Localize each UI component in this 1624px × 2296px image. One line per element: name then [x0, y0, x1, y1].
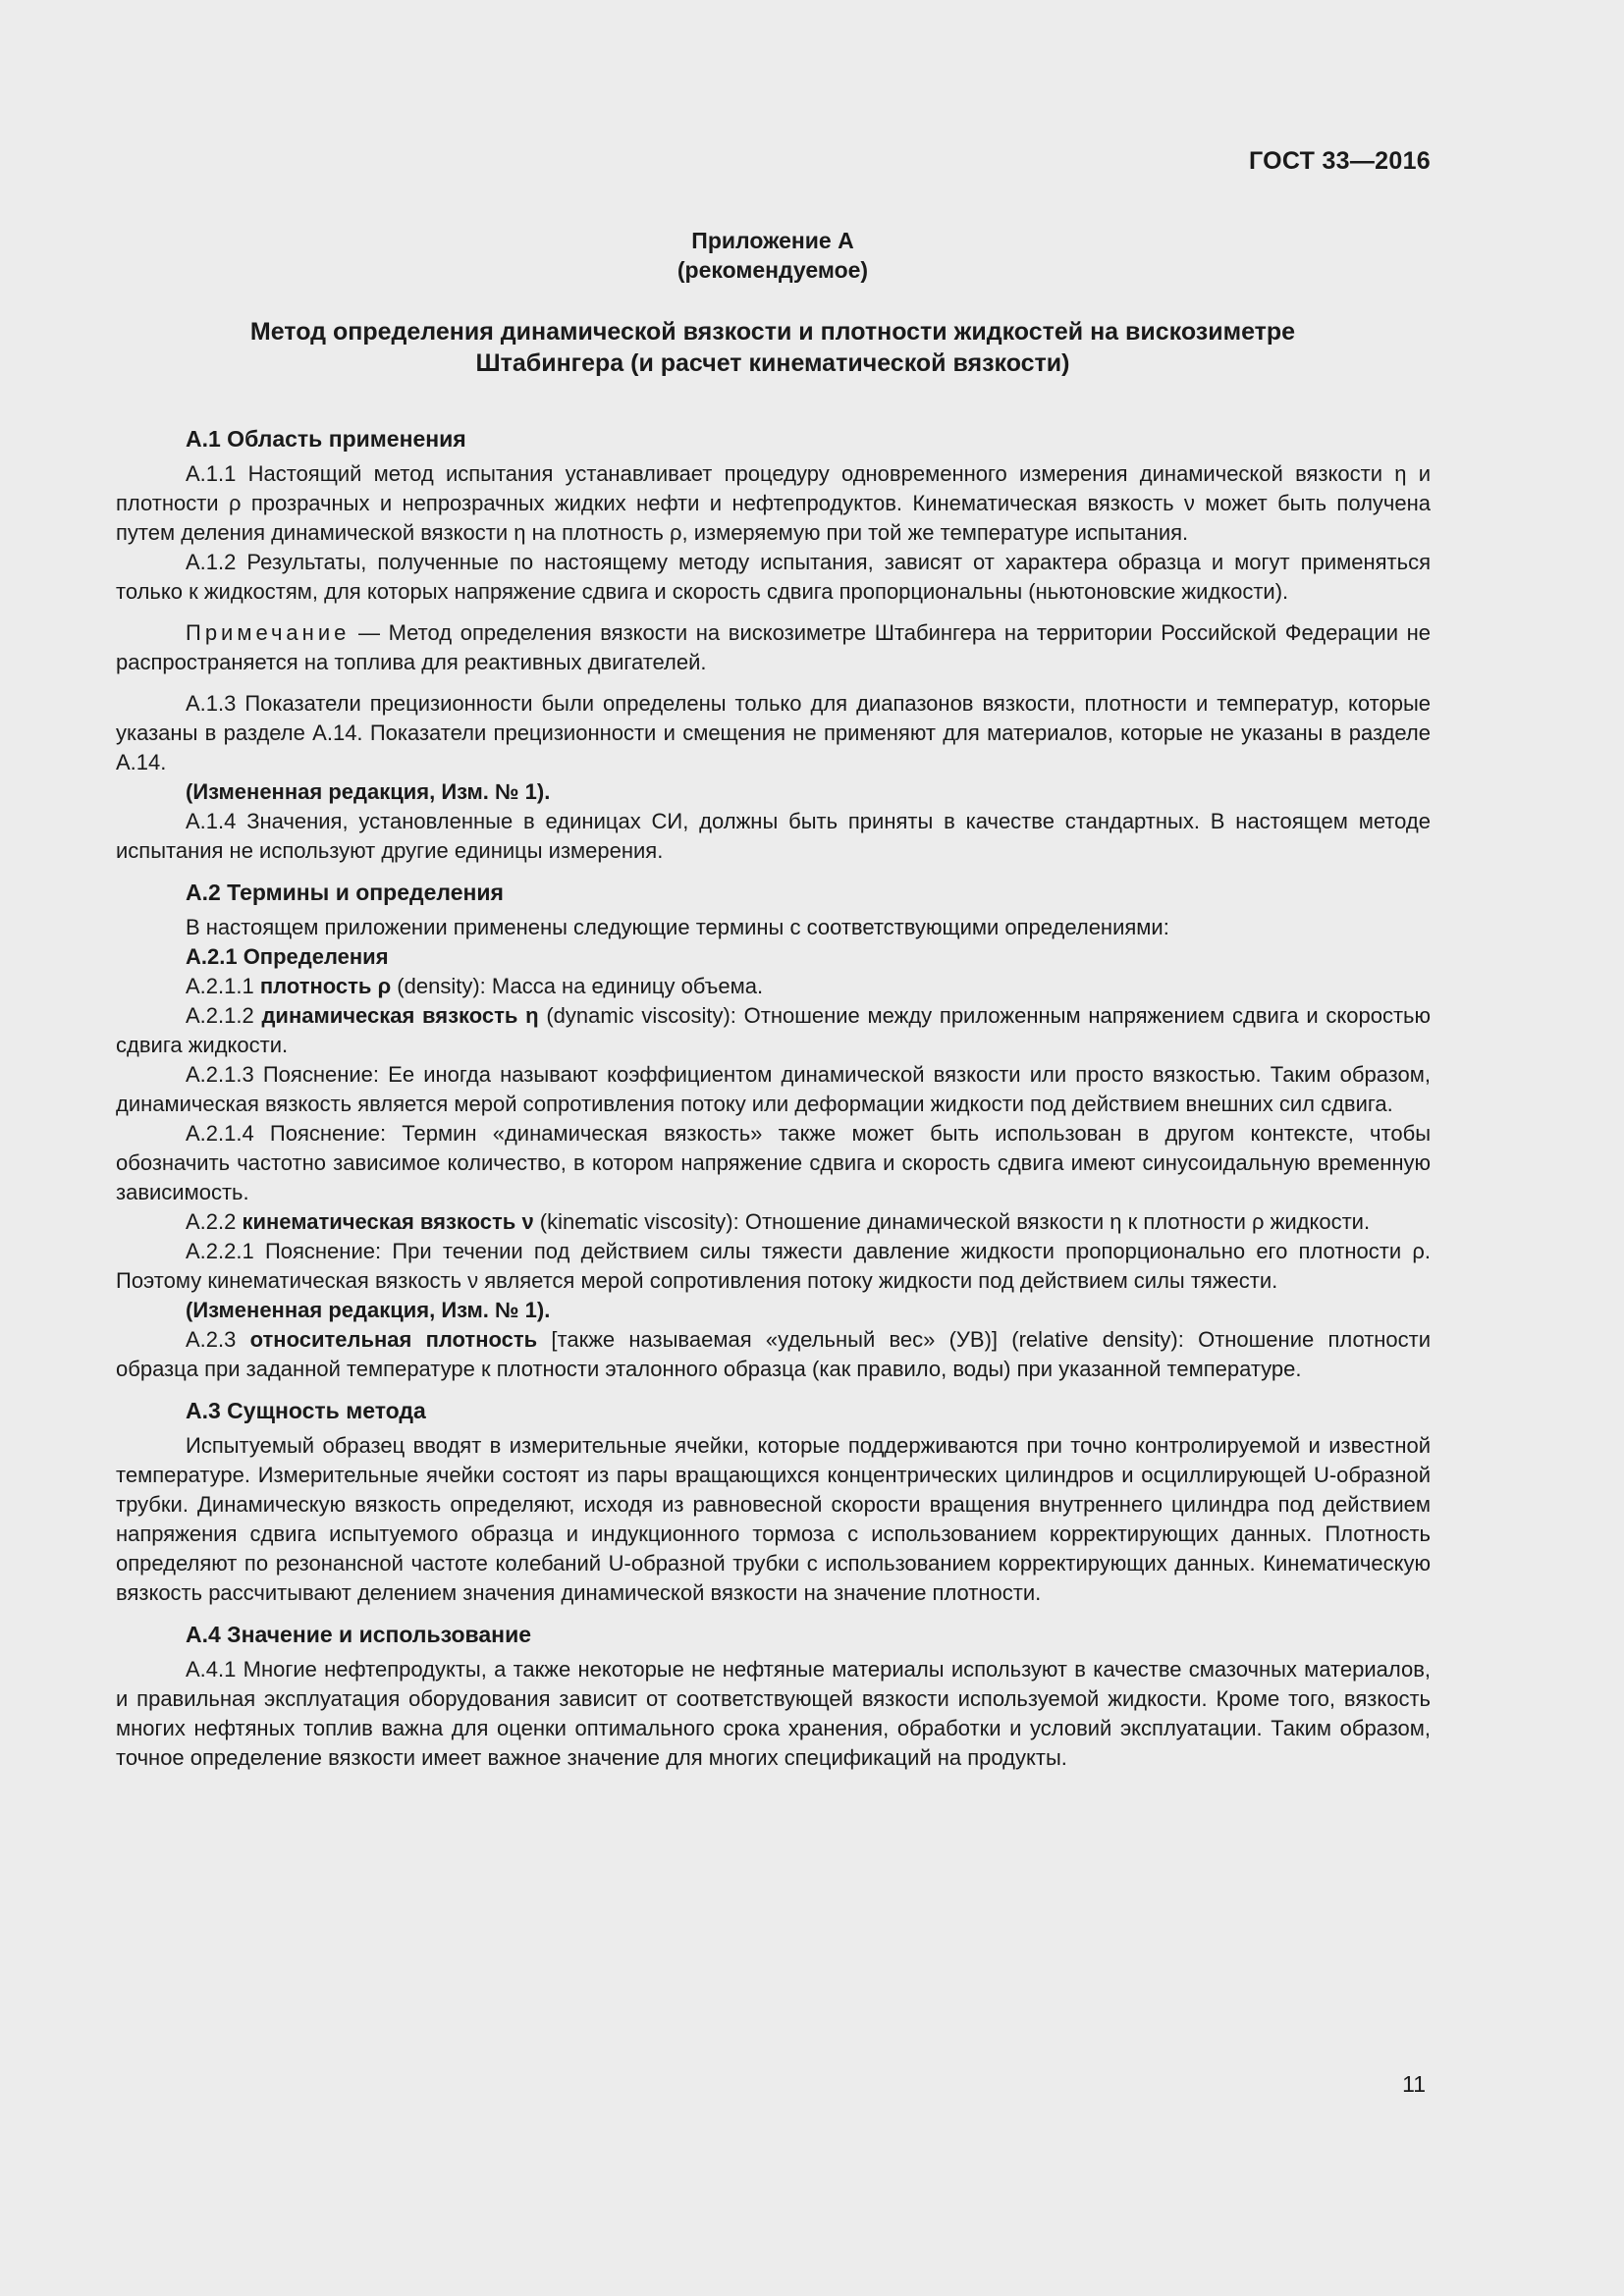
definition-text: [также называемая «удельный вес» (УВ)] (relative density): Отношение плотности образца при заданной температуре к плотности эталонного образца (как правило, воды) при указанной температуре. [116, 1327, 1432, 1381]
section-heading-a2: А.2 Термины и определения [186, 880, 504, 905]
explanation-a2-1-4: А.2.1.4 Пояснение: Термин «динамическая вязкость» также может быть использован в другом контексте, чтобы обозначить частотно зависимое количество, в котором напряжение сдвига и скорость сдвига имеют синусоидальную временную зависимость. [116, 1121, 1431, 1204]
definition-text: (kinematic viscosity): Отношение динамической вязкости η к плотности ρ жидкости. [533, 1209, 1371, 1234]
appendix-header [0, 226, 1545, 285]
definition-number: А.2.3 [186, 1327, 250, 1352]
note-label: Примечание [186, 620, 351, 645]
appendix-title: Приложение А [691, 228, 854, 253]
page-number: 11 [1402, 2071, 1426, 2097]
section-heading-a4: А.4 Значение и использование [186, 1622, 531, 1647]
paragraph-a2-intro: В настоящем приложении применены следующие термины с соответствующими определениями: [186, 915, 1169, 939]
note-paragraph [116, 618, 1431, 677]
paragraph-a1-4: А.1.4 Значения, установленные в единицах СИ, должны быть приняты в качестве стандартных. В настоящем методе испытания не используют другие единицы измерения. [116, 809, 1431, 863]
amendment-note: (Измененная редакция, Изм. № 1). [186, 779, 551, 804]
definition-number: А.2.1.1 [186, 974, 260, 998]
appendix-type: (рекомендуемое) [677, 257, 869, 283]
paragraph-a4-1: А.4.1 Многие нефтепродукты, а также некоторые не нефтяные материалы используют в качестве смазочных материалов, и правильная эксплуатация оборудования зависит от соответствующей вязкости используемой жидкости. Кроме того, вязкость многих нефтяных топлив важна для оценки оптимального срока хранения, обработки и условий эксплуатации. Таким образом, точное определение вязкости имеет важное значение для многих спецификаций на продукты. [116, 1657, 1431, 1770]
amendment-note: (Измененная редакция, Изм. № 1). [186, 1298, 551, 1322]
section-heading-a1: А.1 Область применения [186, 426, 466, 452]
definition-term: плотность ρ [259, 974, 392, 998]
definition-density [116, 972, 1431, 1001]
definition-kinematic-viscosity [116, 1207, 1431, 1237]
definition-number: А.2.2 [186, 1209, 243, 1234]
document-code: ГОСТ 33—2016 [1249, 147, 1431, 175]
main-title-line-1: Метод определения динамической вязкости и плотности жидкостей на вискозиметре [249, 318, 1296, 346]
definition-term: динамическая вязкость η [261, 1003, 539, 1028]
main-title [0, 316, 1545, 379]
paragraph-a3: Испытуемый образец вводят в измерительные ячейки, которые поддерживаются при точно контролируемой и известной температуре. Измерительные ячейки состоят из пары вращающихся концентрических цилиндров и осциллирующей U-образной трубки. Динамическую вязкость определяют, исходя из равновесной скорости вращения внутреннего цилиндра под действием напряжения сдвига испытуемого образца и индукционного тормоза с использованием корректирующих данных. Плотность определяют по резонансной частоте колебаний U-образной трубки с использованием корректирующих данных. Кинематическую вязкость рассчитывают делением значения динамической вязкости на значение плотности. [116, 1433, 1431, 1605]
paragraph-a1-3: А.1.3 Показатели прецизионности были определены только для диапазонов вязкости, плотности и температур, которые указаны в разделе А.14. Показатели прецизионности и смещения не применяют для материалов, которые не указаны в разделе А.14. [116, 691, 1431, 774]
definition-term: кинематическая вязкость ν [242, 1209, 534, 1234]
definition-term: относительная плотность [249, 1327, 538, 1352]
explanation-a2-2-1: А.2.2.1 Пояснение: При течении под действием силы тяжести давление жидкости пропорционально его плотности ρ. Поэтому кинематическая вязкость ν является мерой сопротивления потоку жидкости под действием силы тяжести. [116, 1239, 1431, 1293]
definition-text: (dynamic viscosity): Отношение между приложенным напряжением сдвига и скоростью сдвига жидкости. [116, 1003, 1431, 1057]
definition-dynamic-viscosity [116, 1001, 1431, 1060]
paragraph-a1-1: А.1.1 Настоящий метод испытания устанавливает процедуру одновременного измерения динамической вязкости η и плотности ρ прозрачных и непрозрачных жидких нефти и нефтепродуктов. Кинематическая вязкость ν может быть получена путем деления динамической вязкости η на плотность ρ, измеряемую при той же температуре испытания. [116, 461, 1431, 545]
definition-number: А.2.1.2 [186, 1003, 262, 1028]
note-text: — Метод определения вязкости на вискозиметре Штабингера на территории Российской Федерации не распространяется на топлива для реактивных двигателей. [116, 620, 1431, 674]
paragraph-a1-2: А.1.2 Результаты, полученные по настоящему методу испытания, зависят от характера образца и могут применяться только к жидкостям, для которых напряжение сдвига и скорость сдвига пропорциональны (ньютоновские жидкости). [116, 550, 1431, 604]
definition-text: (density): Масса на единицу объема. [391, 974, 764, 998]
subsection-heading-a2-1: А.2.1 Определения [186, 944, 389, 969]
explanation-a2-1-3: А.2.1.3 Пояснение: Ее иногда называют коэффициентом динамической вязкости или просто вязкостью. Таким образом, динамическая вязкость является мерой сопротивления потоку или деформации жидкости под действием внешних сил сдвига. [116, 1062, 1431, 1116]
definition-relative-density [116, 1325, 1431, 1384]
document-body [116, 424, 1431, 1773]
main-title-line-2: Штабингера (и расчет кинематической вязкости) [475, 349, 1070, 377]
section-heading-a3: А.3 Сущность метода [186, 1398, 426, 1423]
